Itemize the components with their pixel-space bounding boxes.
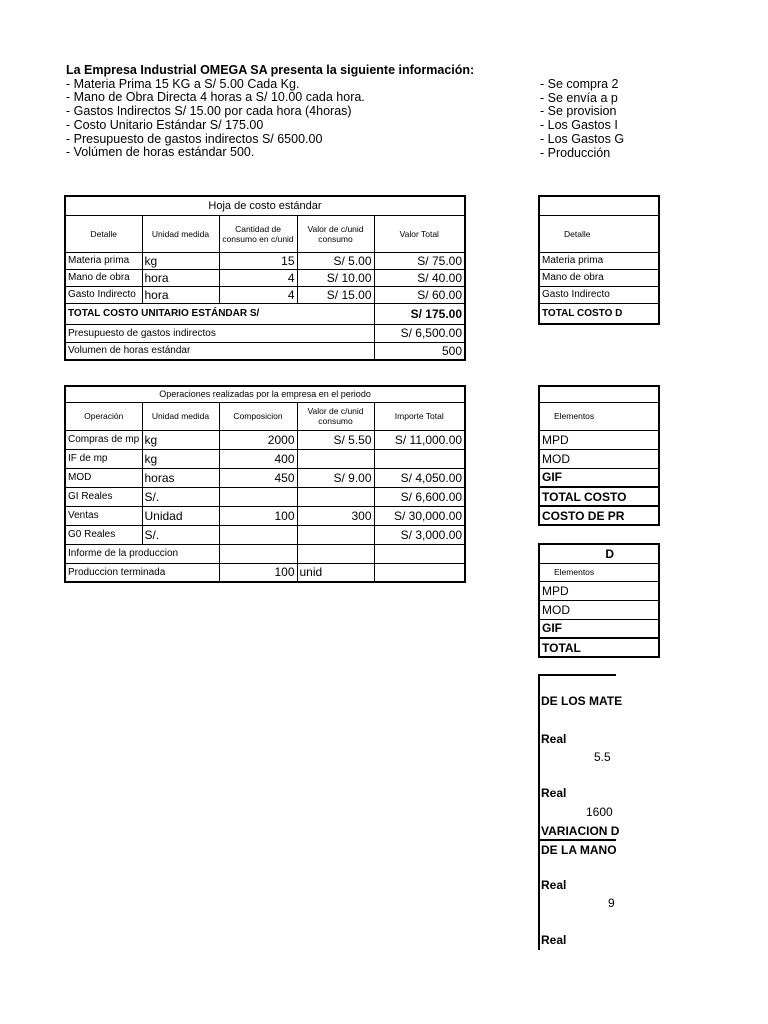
table-row [65, 286, 465, 303]
cell: Gasto Indirecto [65, 286, 142, 303]
column-header: Detalle [65, 215, 142, 252]
cell: Produccion terminada [65, 563, 219, 582]
cell: COSTO DE PR [539, 506, 659, 525]
cell: S/ 60.00 [374, 286, 465, 303]
materials-heading: DE LOS MATE [541, 694, 623, 708]
column-header: Detalle [539, 215, 659, 252]
cell: GI Reales [65, 487, 142, 506]
cell: 450 [219, 468, 297, 487]
intro-line: - Gastos Indirectos S/ 15.00 por cada hora (4horas) [66, 104, 352, 119]
cell: Materia prima [65, 252, 142, 269]
column-header: Elementos [539, 563, 659, 581]
cell: S/ 11,000.00 [374, 430, 465, 449]
cell: S/ 10.00 [297, 269, 374, 286]
table-row [65, 487, 465, 506]
table-row [65, 252, 465, 269]
real-label: Real [541, 933, 567, 947]
real-value: 1600 [586, 805, 613, 819]
cell: S/. [142, 525, 219, 544]
cell: 2000 [219, 430, 297, 449]
real-value: 5.5 [594, 750, 611, 764]
cell: Informe de la produccion [65, 544, 219, 563]
cell: S/ 6,600.00 [374, 487, 465, 506]
cell: S/ 9.00 [297, 468, 374, 487]
intro-heading: La Empresa Industrial OMEGA SA presenta la siguiente información: [66, 63, 475, 77]
standard-cost-sheet [64, 195, 466, 361]
volume-label: Volumen de horas estándar [65, 342, 374, 360]
cell: unid [297, 563, 374, 582]
cell: Unidad [142, 506, 219, 525]
budget-label: Presupuesto de gastos indirectos [65, 324, 374, 342]
right-sheet-3-title: D [539, 544, 659, 563]
cell: Compras de mp [65, 430, 142, 449]
table-row [65, 525, 465, 544]
intro-line: - Volúmen de horas estándar 500. [66, 145, 255, 160]
cell [297, 544, 374, 563]
intro-line: - Materia Prima 15 KG a S/ 5.00 Cada Kg. [66, 76, 300, 91]
column-header: Elementos [539, 402, 659, 430]
cell: TOTAL COSTO D [539, 303, 659, 324]
right-sheet-2 [538, 385, 627, 525]
cell: S/ 3,000.00 [374, 525, 465, 544]
total-value: S/ 175.00 [374, 303, 465, 324]
table-row [65, 342, 465, 360]
table-row [65, 563, 465, 582]
real-label: Real [541, 878, 567, 892]
volume-value: 500 [374, 342, 465, 360]
cell: G0 Reales [65, 525, 142, 544]
total-row [65, 303, 465, 324]
operations-table [64, 385, 466, 583]
cell: hora [142, 269, 219, 286]
cell: 300 [297, 506, 374, 525]
table-row [65, 544, 465, 563]
cell [219, 544, 297, 563]
cell: Gasto Indirecto [539, 286, 659, 303]
cell: 400 [219, 449, 297, 468]
right-notes [540, 77, 625, 160]
real-label: Real [541, 732, 567, 746]
budget-value: S/ 6,500.00 [374, 324, 465, 342]
column-header: Valor Total [374, 215, 465, 252]
cell: GIF [539, 619, 659, 638]
right-sheet-1-title [539, 196, 659, 215]
cell: S/ 40.00 [374, 269, 465, 286]
right-note: - Se provision [540, 104, 617, 119]
operations-title: Operaciones realizadas por la empresa en el periodo [65, 386, 465, 402]
column-header: Unidad medida [142, 402, 219, 430]
cell [219, 525, 297, 544]
standard-sheet-title: Hoja de costo estándar [65, 196, 465, 215]
cell: S/ 30,000.00 [374, 506, 465, 525]
intro-line: - Presupuesto de gastos indirectos S/ 6500.00 [66, 131, 323, 146]
intro-line: - Costo Unitario Estándar S/ 175.00 [66, 117, 264, 132]
cell: S/ 5.50 [297, 430, 374, 449]
cell: TOTAL [539, 638, 659, 657]
table-row [65, 430, 465, 449]
cell: IF de mp [65, 449, 142, 468]
variation-label: VARIACION D [541, 824, 620, 838]
total-label: TOTAL COSTO UNITARIO ESTÁNDAR S/ [65, 303, 374, 324]
cell [297, 449, 374, 468]
right-note: - Los Gastos I [540, 118, 618, 133]
left-border [538, 674, 540, 950]
cell: Mano de obra [539, 269, 659, 286]
cell: horas [142, 468, 219, 487]
cell: S/ 75.00 [374, 252, 465, 269]
cell [297, 525, 374, 544]
right-sheet-1 [538, 195, 623, 335]
right-sheet-3 [538, 543, 616, 659]
cell: TOTAL COSTO [539, 487, 659, 506]
right-note: - Producción [540, 145, 611, 160]
right-sheet-2-title [539, 386, 659, 402]
cell: S/ 4,050.00 [374, 468, 465, 487]
real-value: 9 [608, 896, 615, 910]
cell [297, 487, 374, 506]
cell: MPD [539, 430, 659, 449]
table-row [65, 468, 465, 487]
real-label: Real [541, 786, 567, 800]
column-header: Composicion [219, 402, 297, 430]
column-header: Operación [65, 402, 142, 430]
cell: 4 [219, 269, 297, 286]
cell [374, 449, 465, 468]
cell [374, 544, 465, 563]
cell: MOD [539, 449, 659, 468]
cell: MPD [539, 581, 659, 600]
right-note: - Los Gastos G [540, 131, 625, 146]
top-border [538, 674, 616, 676]
cell: GIF [539, 468, 659, 487]
cell: Materia prima [539, 252, 659, 269]
cell: S/. [142, 487, 219, 506]
right-note: - Se envía a p [540, 90, 618, 105]
cell: 100 [219, 563, 297, 582]
table-row [65, 449, 465, 468]
cell: S/ 15.00 [297, 286, 374, 303]
variance-block [538, 674, 623, 950]
table-row [65, 324, 465, 342]
table-row [65, 269, 465, 286]
column-header: Importe Total [374, 402, 465, 430]
cell [374, 563, 465, 582]
column-header: Cantidad de consumo en c/unid [219, 215, 297, 252]
divider [538, 839, 616, 841]
column-header: Unidad medida [142, 215, 219, 252]
right-note: - Se compra 2 [540, 77, 619, 91]
cell: kg [142, 449, 219, 468]
cell: 100 [219, 506, 297, 525]
cell: hora [142, 286, 219, 303]
cell: MOD [65, 468, 142, 487]
cell [219, 487, 297, 506]
cell: S/ 5.00 [297, 252, 374, 269]
intro-line: - Mano de Obra Directa 4 horas a S/ 10.00 cada hora. [66, 90, 365, 105]
cell: MOD [539, 600, 659, 619]
cell: Ventas [65, 506, 142, 525]
table-row [65, 506, 465, 525]
cell: kg [142, 430, 219, 449]
labor-heading: DE LA MANO [541, 843, 617, 857]
intro-block [66, 64, 474, 160]
cell: 15 [219, 252, 297, 269]
cell: 4 [219, 286, 297, 303]
cell: kg [142, 252, 219, 269]
column-header: Valor de c/unid consumo [297, 215, 374, 252]
column-header: Valor de c/unid consumo [297, 402, 374, 430]
cell: Mano de obra [65, 269, 142, 286]
